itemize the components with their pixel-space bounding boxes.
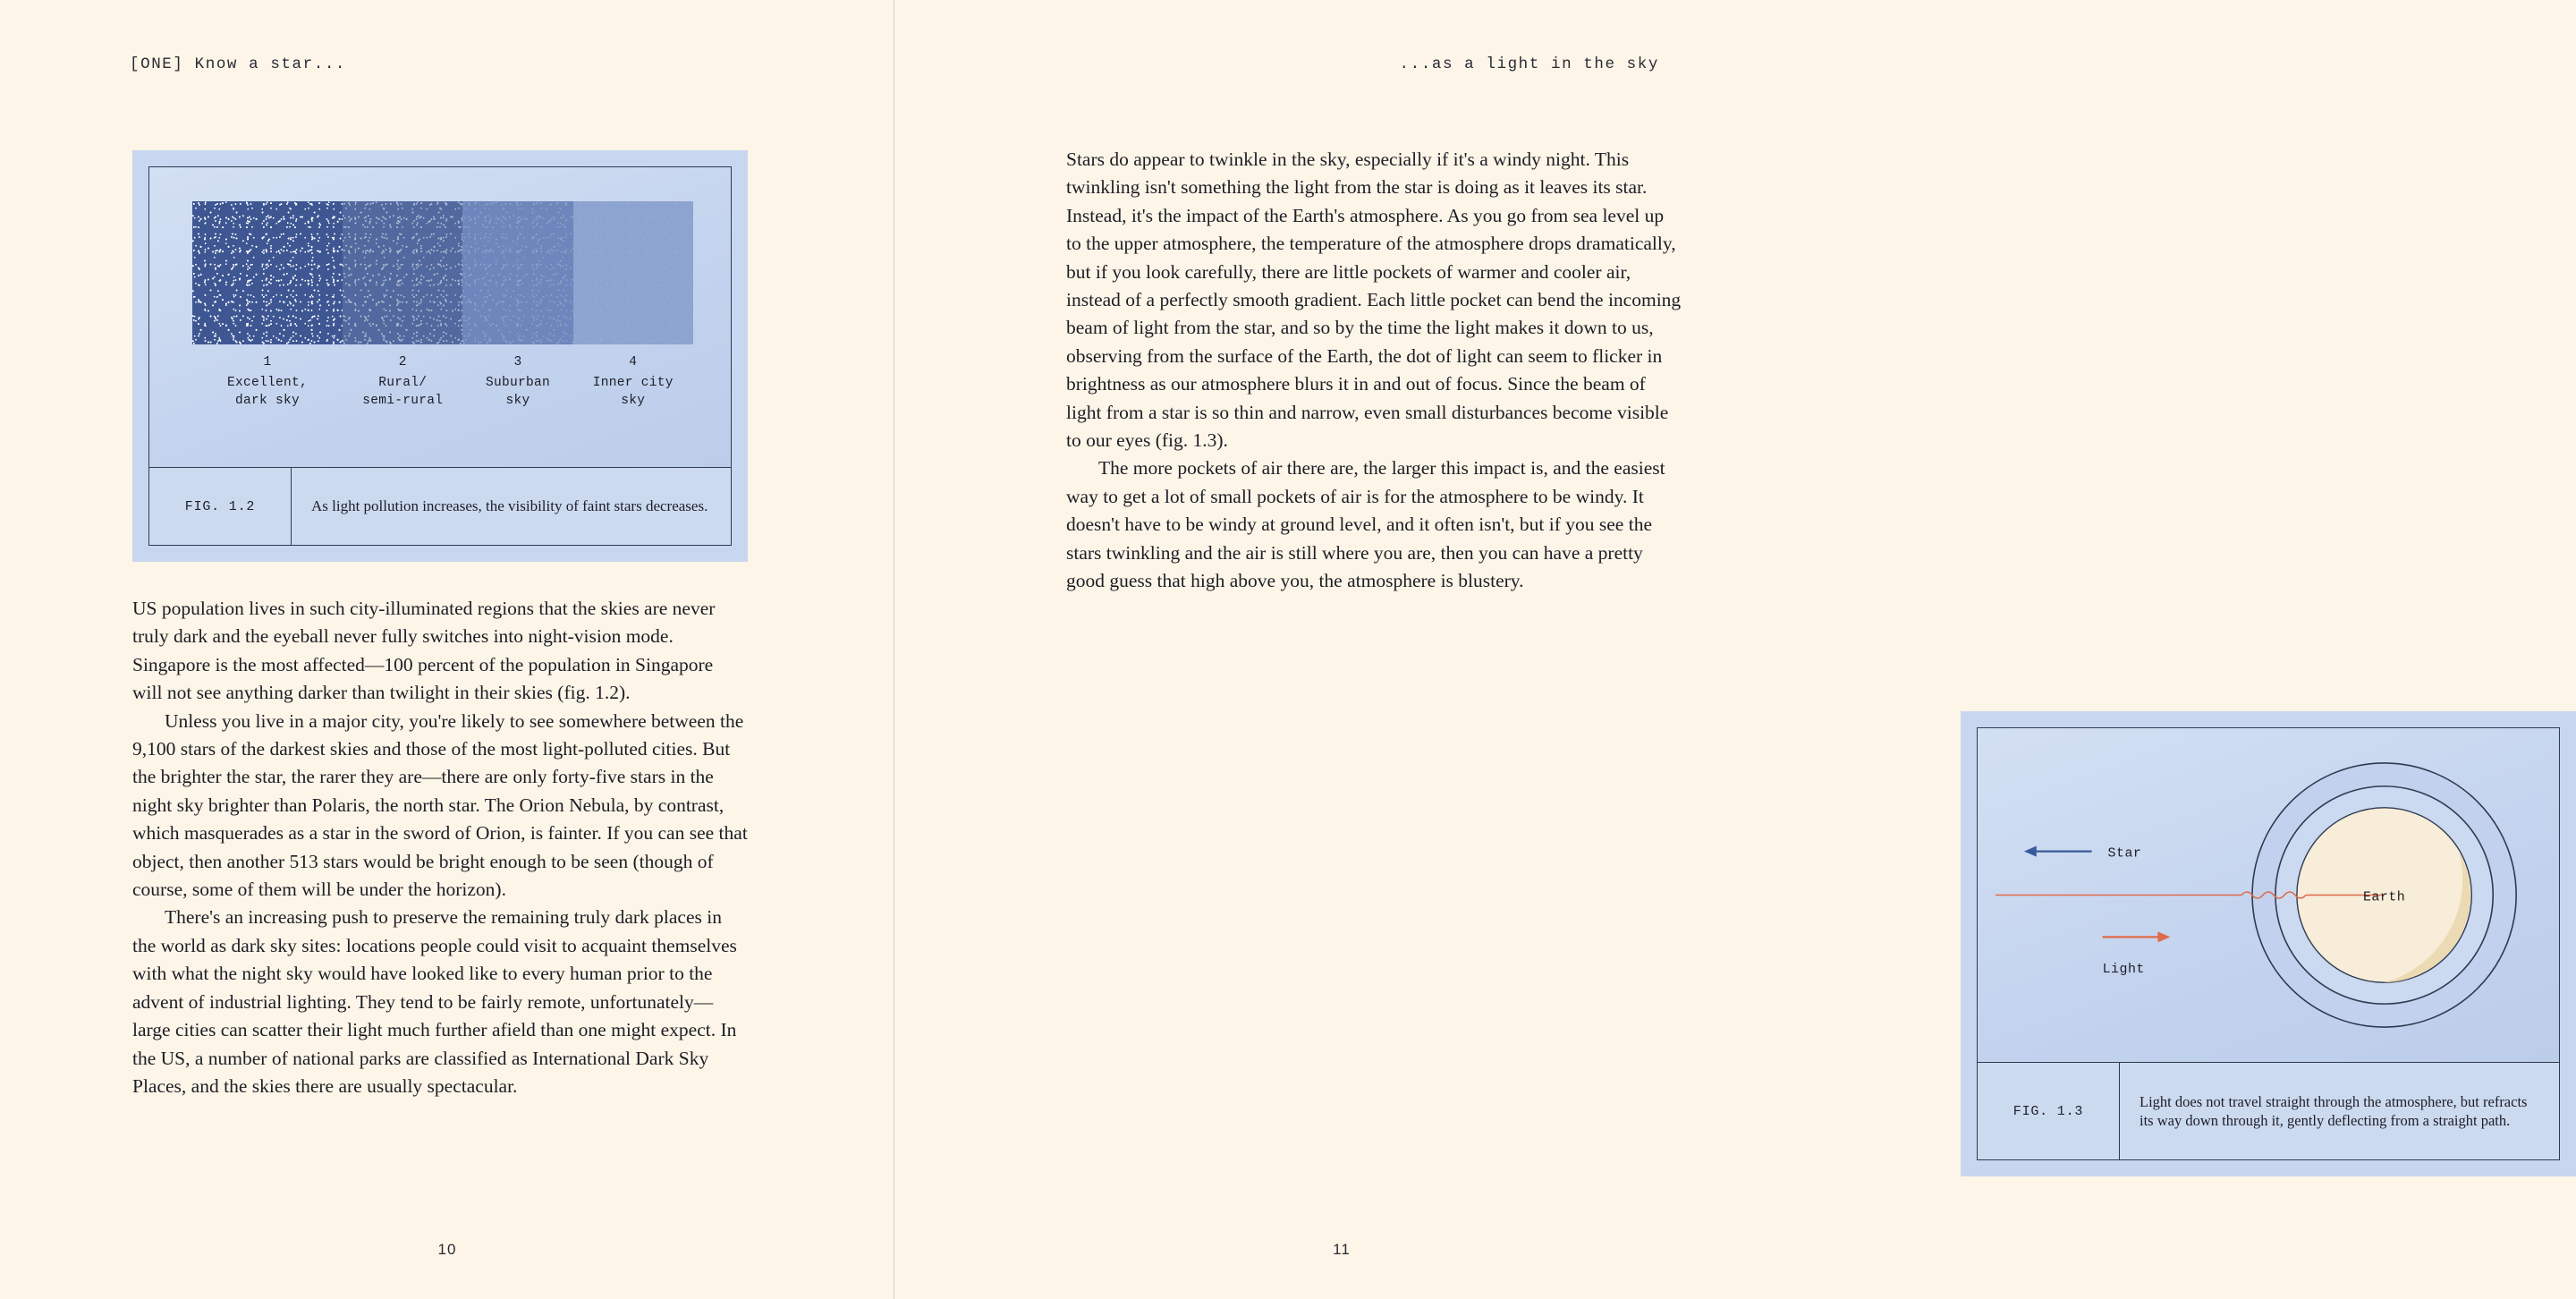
paragraph: The more pockets of air there are, the larger this impact is, and the easiest way to get a lot of small pockets of air is for the atmosphere to be windy. It doesn't have to be windy at ground level, and it often isn't, but if you see the stars twinkling and the air is still where you are, then you can have a pretty good guess that high above you, the atmosphere is blustery. xyxy=(1066,457,1665,592)
scale-text-line2: sky xyxy=(505,394,530,408)
right-body-text xyxy=(1066,146,1682,596)
scale-text-line2: sky xyxy=(621,394,646,408)
scale-text-line1: Inner city xyxy=(592,375,674,390)
paragraph: US population lives in such city-illuminated regions that the skies are never truly dark and the eyeball never fully switches into night-vision mode. Singapore is the most affected—100 percent of the population in Singapore will not see anything darker than twilight in their skies (fig. 1.2). xyxy=(132,598,716,704)
star-annotation-label: Star xyxy=(2107,846,2142,862)
scale-label-4 xyxy=(573,353,693,411)
gradient-scale-labels xyxy=(192,353,693,411)
figure-1-3-label: FIG. 1.3 xyxy=(1978,1063,2120,1159)
scale-label-1 xyxy=(192,353,343,411)
figure-1-2-caption: As light pollution increases, the visibility of faint stars decreases. xyxy=(311,497,708,514)
right-page xyxy=(894,0,2528,1299)
figure-1-2-label: FIG. 1.2 xyxy=(149,468,292,545)
gradient-segment-3 xyxy=(462,201,572,344)
gradient-segment-1 xyxy=(192,201,343,344)
figure-1-3-artwork xyxy=(1978,728,2559,1063)
scale-number: 3 xyxy=(513,355,522,369)
figure-1-3 xyxy=(1961,711,2576,1176)
stars-field-icon xyxy=(462,201,572,344)
figure-1-3-caption: Light does not travel straight through the atmosphere, but refracts its way down through it, gently deflecting from a straight path. xyxy=(2140,1093,2528,1129)
figure-1-2 xyxy=(132,150,748,562)
gradient-segment-4 xyxy=(573,201,693,344)
stars-field-icon xyxy=(343,201,462,344)
figure-1-2-caption-row xyxy=(149,468,731,545)
scale-number: 1 xyxy=(263,355,272,369)
scale-number: 4 xyxy=(629,355,638,369)
scale-label-2 xyxy=(343,353,462,411)
running-head-right: ...as a light in the sky xyxy=(1399,55,1659,73)
scale-label-3 xyxy=(462,353,572,411)
scale-text-line1: Excellent, xyxy=(226,375,308,390)
figure-1-3-frame xyxy=(1977,727,2560,1160)
left-body-text xyxy=(132,595,748,1100)
running-head-left: [ONE] Know a star... xyxy=(130,55,347,73)
figure-1-3-caption-row xyxy=(1978,1063,2559,1159)
paragraph: There's an increasing push to preserve the remaining truly dark places in the world as dark sky sites: locations people could visit to acquaint themselves with what the night sky would have looked like to every human prior to the advent of industrial lighting. They tend to be fairly remote, unfortunately—large cities can scatter their light much further afield than one might expect. In the US, a number of national parks are classified as International Dark Sky Places, and the skies there are usually spectacular. xyxy=(132,906,737,1097)
scale-text-line2: semi-rural xyxy=(362,394,444,408)
page-number-left: 10 xyxy=(437,1241,457,1258)
scale-number: 2 xyxy=(398,355,407,369)
gradient-segment-2 xyxy=(343,201,462,344)
paragraph: Stars do appear to twinkle in the sky, especially if it's a windy night. This twinkling isn't something the light from the star is doing as it leaves its star. Instead, it's the impact of the Earth's atmosphere. As you go from sea level up to the upper atmosphere, the temperature of the atmosphere drops dramatically, but if you look carefully, there are little pockets of warmer and cooler air, instead of a perfectly smooth gradient. Each little pocket can bend the incoming beam of light from the star, and so by the time the light makes it down to us, observing from the surface of the Earth, the dot of light can seem to flicker in brightness as our atmosphere blurs it in and out of focus. Since the beam of light from a star is so thin and narrow, even small disturbances become visible to our eyes (fig. 1.3). xyxy=(1066,149,1682,452)
earth-annotation-label: Earth xyxy=(2362,890,2406,905)
paragraph: Unless you live in a major city, you're likely to see somewhere between the 9,100 stars of the darkest skies and those of the most light-polluted cities. But the brighter the star, the rarer they are—there are only forty-five stars in the night sky brighter than Polaris, the north star. The Orion Nebula, by contrast, which masquerades as a star in the sword of Orion, is fainter. If you can see that object, then another 513 stars would be bright enough to be seen (though of course, some of them will be under the horizon). xyxy=(132,709,748,901)
earth-atmosphere-diagram xyxy=(1978,728,2559,1062)
figure-1-2-frame xyxy=(148,166,732,546)
light-direction-arrow xyxy=(2103,931,2171,942)
left-page xyxy=(0,0,894,1299)
scale-text-line2: dark sky xyxy=(234,394,300,408)
star-direction-arrow xyxy=(2024,846,2092,857)
page-number-right: 11 xyxy=(1333,1241,1351,1258)
scale-text-line1: Rural/ xyxy=(378,375,428,390)
light-pollution-gradient-bar xyxy=(192,201,693,344)
stars-field-icon xyxy=(573,201,693,344)
stars-field-icon xyxy=(192,201,343,344)
scale-text-line1: Suburban xyxy=(485,375,550,390)
light-annotation-label: Light xyxy=(2102,963,2145,978)
figure-1-2-artwork xyxy=(149,167,731,468)
